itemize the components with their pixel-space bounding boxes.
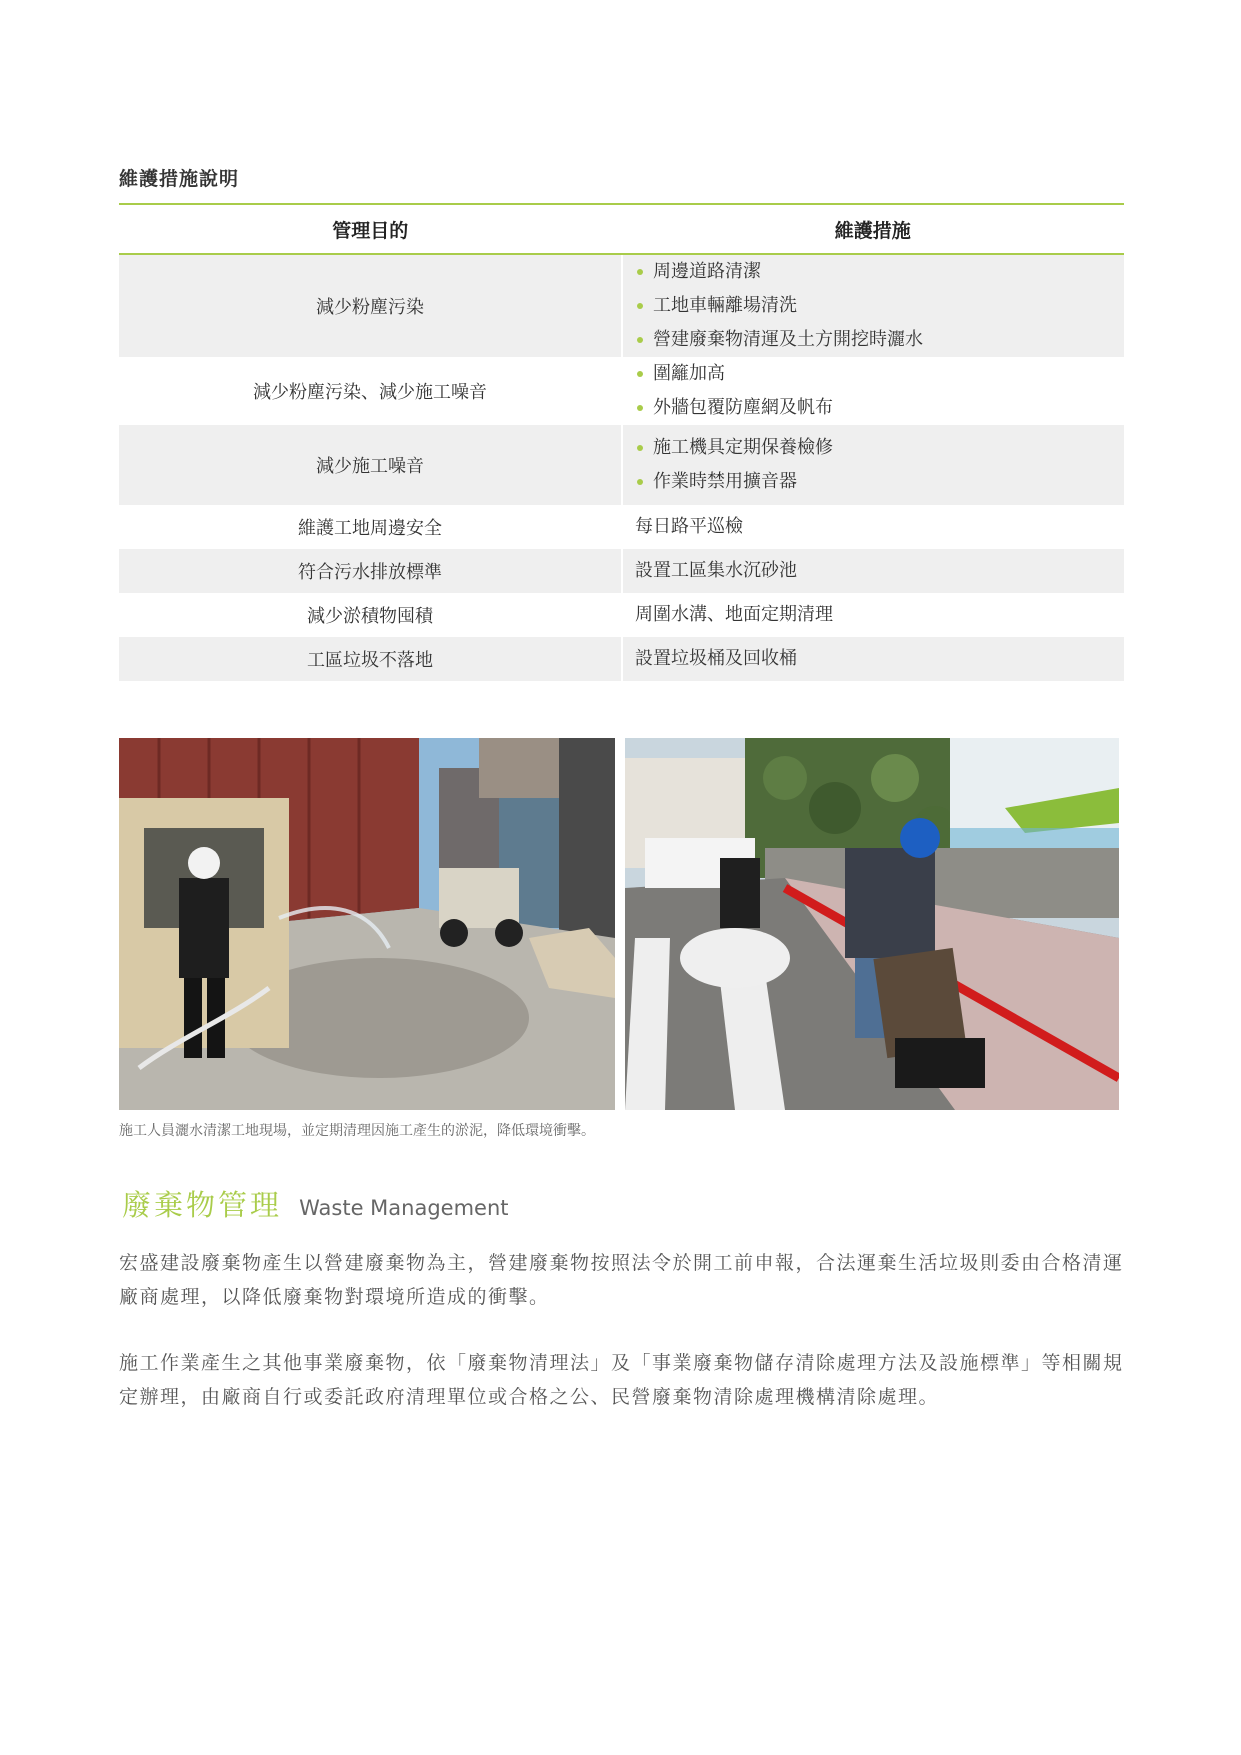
measure-text: 設置垃圾桶及回收桶: [635, 648, 797, 669]
drain-cleaning-photo: [625, 738, 1119, 1110]
measures-cell: [621, 549, 1124, 593]
measure-item: 營建廢棄物清運及土方開挖時灑水: [635, 323, 1124, 357]
table-row: [119, 255, 1124, 357]
maintenance-table: [119, 203, 1124, 681]
site-watering-illustration: [119, 738, 615, 1110]
waste-paragraph-2: 施工作業產生之其他事業廢棄物，依「廢棄物清理法」及「事業廢棄物儲存清除處理方法及設施標準」等相關規定辦理，由廠商自行或委託政府清理單位或合格之公、民營廢棄物清除處理機構清除處理。: [119, 1352, 1124, 1408]
table-row: [119, 357, 1124, 425]
measures-cell: [621, 357, 1124, 425]
measure-item: 施工機具定期保養檢修: [635, 431, 1124, 465]
purpose-cell: 減少施工噪音: [316, 456, 424, 477]
waste-title-en: Waste Management: [299, 1196, 509, 1220]
purpose-cell: 減少淤積物囤積: [307, 606, 433, 627]
measure-item: 作業時禁用擴音器: [635, 465, 1124, 499]
measures-cell: [621, 593, 1124, 637]
table-row: [119, 593, 1124, 637]
purpose-cell: 符合污水排放標準: [298, 562, 442, 583]
measure-text: 設置工區集水沉砂池: [635, 560, 797, 581]
purpose-cell: 減少粉塵污染、減少施工噪音: [253, 382, 487, 403]
maintenance-heading: 維護措施說明: [119, 168, 240, 190]
measures-cell: [621, 255, 1124, 357]
table-row: [119, 637, 1124, 681]
table-row: [119, 549, 1124, 593]
purpose-cell: 減少粉塵污染: [316, 297, 424, 318]
measures-cell: [621, 637, 1124, 681]
photo-caption: 施工人員灑水清潔工地現場，並定期清理因施工產生的淤泥，降低環境衝擊。: [119, 1123, 595, 1139]
table-header: [119, 205, 1124, 255]
table-row: [119, 425, 1124, 505]
column-header-measures: 維護措施: [834, 219, 911, 242]
measure-item: 工地車輛離場清洗: [635, 289, 1124, 323]
measure-item: 外牆包覆防塵網及帆布: [635, 391, 1124, 425]
table-row: [119, 505, 1124, 549]
measure-text: 每日路平巡檢: [635, 516, 743, 537]
drain-cleaning-illustration: [625, 738, 1119, 1110]
purpose-cell: 維護工地周邊安全: [298, 518, 442, 539]
measure-item: 圍籬加高: [635, 357, 1124, 391]
waste-title-zh: 廢棄物管理: [122, 1188, 283, 1222]
site-watering-photo: [119, 738, 615, 1110]
measure-text: 周圍水溝、地面定期清理: [635, 604, 833, 625]
measure-item: 周邊道路清潔: [635, 255, 1124, 289]
column-header-purpose: 管理目的: [332, 219, 409, 242]
purpose-cell: 工區垃圾不落地: [307, 650, 433, 671]
waste-paragraph-1: 宏盛建設廢棄物產生以營建廢棄物為主，營建廢棄物按照法令於開工前申報，合法運棄生活垃圾則委由合格清運廠商處理，以降低廢棄物對環境所造成的衝擊。: [119, 1252, 1124, 1308]
measures-cell: [621, 425, 1124, 505]
measures-cell: [621, 505, 1124, 549]
waste-section-title: [122, 1183, 509, 1224]
